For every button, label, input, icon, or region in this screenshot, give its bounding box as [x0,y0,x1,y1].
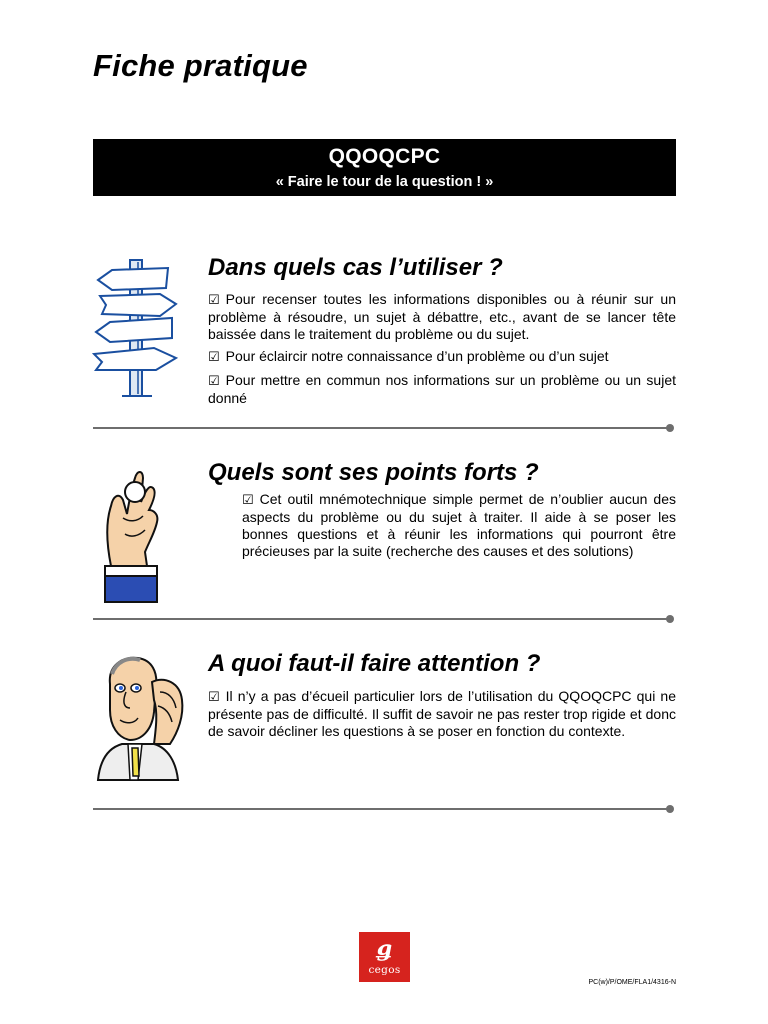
page-title: Fiche pratique [93,48,308,83]
banner-subtitle: « Faire le tour de la question ! » [275,174,494,190]
checkbox-icon: ☑ [208,690,220,705]
section-heading-attention: A quoi faut-il faire attention ? [208,650,541,677]
list-item [208,291,676,343]
divider-dot [666,615,674,623]
section-heading-strengths: Quels sont ses points forts ? [208,459,539,486]
list-item [208,372,676,407]
list-item [208,348,676,366]
section-divider [93,808,669,810]
logo-mark: ǥ [376,936,393,962]
checkbox-icon: ☑ [242,493,254,508]
checkbox-icon: ☑ [208,293,220,308]
list-item-text: Cet outil mnémotechnique simple permet de n’oublier aucun des aspects du problème ou du sujet à traiter. Il aide à se poser les bonnes questions et à réunir les informations qui pourront être précieuses par la suite (recherche des causes et des solutions) [242,491,676,559]
listening-man-icon [92,652,192,782]
divider-dot [666,424,674,432]
checkbox-icon: ☑ [208,374,220,389]
section-divider [93,618,669,620]
ok-hand-icon [101,462,163,604]
section-heading-usage: Dans quels cas l’utiliser ? [208,254,503,281]
banner [93,139,676,196]
list-item [208,688,676,740]
signpost-icon [92,258,182,398]
divider-dot [666,805,674,813]
banner-title: QQOQCPC [328,145,441,168]
logo-text: cegos [368,964,401,976]
list-item-text: Pour mettre en commun nos informations sur un problème ou un sujet donné [208,372,676,406]
list-item-text: Il n’y a pas d’écueil particulier lors de l’utilisation du QQOQCPC qui ne présente pas de difficulté. Il suffit de savoir ne pas rester trop rigide et donc de savoir décliner les questions à se poser en fonction du contexte. [208,688,676,739]
checkbox-icon: ☑ [208,350,220,365]
cegos-logo [359,932,410,982]
section-divider [93,427,669,429]
list-item-text: Pour éclaircir notre connaissance d’un problème ou d’un sujet [225,348,609,364]
list-item-text: Pour recenser toutes les informations disponibles ou à réunir sur un problème à résoudre, un sujet à débattre, etc., avant de se lancer tête baissée dans le traitement du problème ou du sujet. [208,291,676,342]
list-item [242,491,676,560]
document-reference: PC(w)/P/OME/FLA1/4316-N [588,979,676,986]
